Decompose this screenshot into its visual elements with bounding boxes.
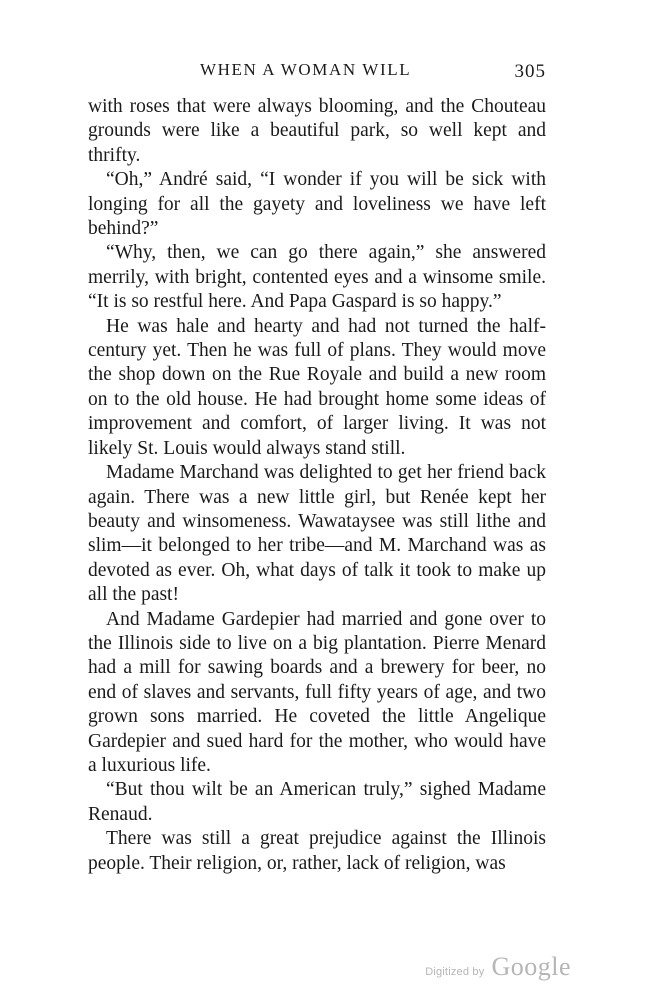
body-text xyxy=(88,95,546,876)
digitized-by-label: Digitized by xyxy=(425,966,485,978)
paragraph: “Why, then, we can go there again,” she answered merrily, with bright, contented eyes and a winsome smile. “It is so restful here. And Papa Gaspard is so happy.” xyxy=(88,242,546,313)
paragraph: Madame Marchand was delighted to get her friend back again. There was a new little girl, but Renée kept her beauty and winsomeness. Wawataysee was still lithe and slim—it belonged to her tribe—and M. Marchand was as devoted as ever. Oh, what days of talk it took to make up all the past! xyxy=(88,462,546,606)
paragraph: He was hale and hearty and had not turned the half-century yet. Then he was full of plans. They would move the shop down on the Rue Royale and build a new room on to the old house. He had brought home some ideas of improvement and comfort, of larger living. It was not likely St. Louis would always stand still. xyxy=(88,315,546,459)
digitized-watermark xyxy=(425,952,571,984)
paragraph-continued: with roses that were always blooming, and the Chouteau grounds were like a beautiful park, so well kept and thrifty. xyxy=(88,96,546,166)
paragraph: And Madame Gardepier had married and gone over to the Illinois side to live on a big plantation. Pierre Menard had a mill for sawing boards and a brewery for beer, no end of slaves and servants, full fifty years of age, and two grown sons married. He coveted the little Angelique Gardepier and sued hard for the mother, who would have a luxurious life. xyxy=(88,608,546,776)
paragraph: “But thou wilt be an American truly,” sighed Madame Renaud. xyxy=(88,779,546,825)
running-title: WHEN A WOMAN WILL xyxy=(200,60,412,79)
google-logo: Google xyxy=(491,952,571,981)
running-head xyxy=(88,60,548,84)
page-number: 305 xyxy=(514,61,546,82)
paragraph: “Oh,” André said, “I wonder if you will be sick with longing for all the gayety and loveliness we have left behind?” xyxy=(88,169,546,240)
paragraph: There was still a great prejudice against the Illinois people. Their religion, or, rather, lack of religion, was xyxy=(88,828,546,874)
